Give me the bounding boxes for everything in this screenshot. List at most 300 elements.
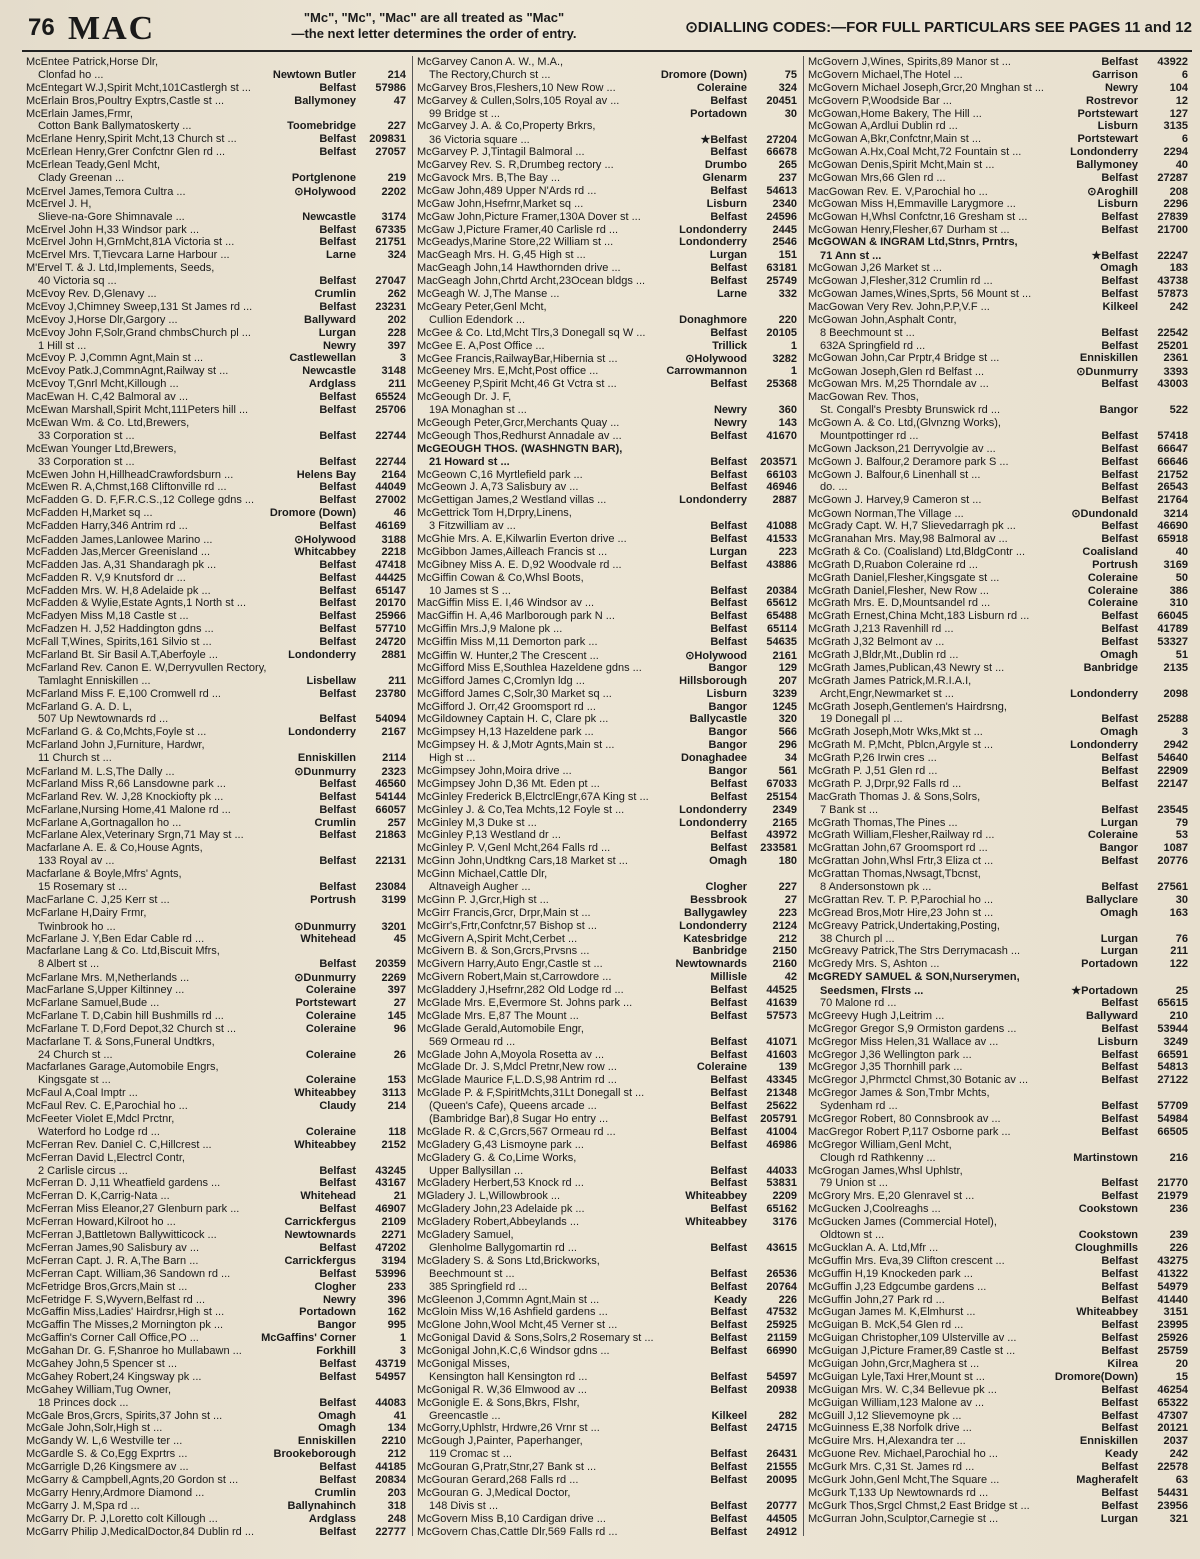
entry-text: McFerran David L,Electrcl Contr,	[26, 1151, 185, 1164]
entry-phone-number: 3135	[1163, 120, 1188, 133]
entry-phone-number: 50	[1175, 571, 1188, 584]
entry-phone-number: 66057	[375, 803, 406, 816]
entry-phone-number: 57709	[1157, 1100, 1188, 1113]
entry-text: McGonigal David & Sons,Solrs,2 Rosemary st ...	[417, 1332, 654, 1345]
directory-entry	[417, 236, 797, 249]
entry-town: Bangor	[1099, 842, 1138, 855]
entry-text: McGowan Miss H,Emmaville Larygmore ...	[808, 197, 1016, 210]
entry-town: Lurgan	[709, 545, 747, 558]
entry-town: Belfast	[710, 1267, 747, 1280]
entry-town: Belfast	[1101, 636, 1138, 649]
entry-text: McGifford Miss E,Southlea Hazeldene gdns ...	[417, 661, 642, 674]
entry-text: McGown Jackson,21 Derryvolgie av ...	[808, 442, 996, 455]
entry-phone-number: 27839	[1157, 210, 1188, 223]
directory-entry	[26, 340, 406, 353]
entry-text: McGuffin John,27 Park rd ...	[808, 1293, 945, 1306]
entry-town: Newcastle	[302, 365, 356, 378]
entry-phone-number: 236	[1169, 1203, 1188, 1216]
entry-text: McGrattan John,Whsl Frtr,3 Eliza ct ...	[808, 855, 994, 868]
entry-text: McGarry & Campbell,Agnts,20 Gordon st ...	[26, 1473, 239, 1486]
entry-town: Lisbellaw	[306, 674, 356, 687]
entry-town: Belfast	[1101, 378, 1138, 391]
directory-entry	[808, 133, 1188, 146]
entry-town: Cookstown	[1078, 1203, 1138, 1216]
entry-text: McGarry Philip J,MedicalDoctor,84 Dublin rd ...	[26, 1525, 255, 1536]
entry-text: McGarvey & Cullen,Solrs,105 Royal av ...	[417, 94, 620, 107]
entry-town: Banbridge	[692, 945, 747, 958]
directory-entry	[26, 1371, 406, 1384]
directory-entry	[808, 958, 1188, 971]
entry-phone-number: 20095	[766, 1473, 797, 1486]
directory-entry	[808, 1474, 1188, 1487]
entry-phone-number: 65918	[1157, 532, 1188, 545]
entry-town: Belfast	[1101, 532, 1138, 545]
entry-phone-number: 23995	[1157, 1319, 1188, 1332]
entry-town: Londonderry	[1070, 146, 1138, 159]
entry-phone-number: 23545	[1157, 803, 1188, 816]
directory-entry	[26, 520, 406, 533]
entry-town: Belfast	[319, 481, 356, 494]
entry-town: Lurgan	[1100, 932, 1138, 945]
entry-town: Belfast	[319, 881, 356, 893]
entry-town: ⊙Dundonald	[1071, 508, 1138, 521]
entry-text: McGifford James C,Cromlyn ldg ...	[417, 674, 585, 687]
directory-entry	[808, 1152, 1188, 1165]
directory-entry	[26, 1474, 406, 1487]
entry-town: Ballyward	[304, 313, 356, 326]
entry-phone-number: 2152	[381, 1138, 406, 1151]
entry-town: Bangor	[708, 661, 747, 674]
entry-text: McFadden H,Market sq ...	[26, 507, 153, 520]
entry-text: McGranahan Mrs. May,98 Balmoral av ...	[808, 532, 1008, 545]
entry-phone-number: 129	[778, 661, 797, 674]
entry-phone-number: 54431	[1157, 1486, 1188, 1499]
entry-phone-number: 40	[1175, 159, 1188, 172]
directory-entry	[808, 365, 1188, 378]
directory-entry	[26, 713, 406, 726]
entry-phone-number: 43003	[1157, 378, 1188, 391]
entry-phone-number: 3	[1181, 726, 1188, 739]
entry-text: McEwan Marshall,Spirit Mcht,111Peters hill ...	[26, 404, 249, 417]
entry-text: McGeadys,Marine Store,22 William st ...	[417, 236, 614, 249]
entry-phone-number: 219	[387, 172, 406, 185]
entry-text: McFarlane,Nursing Home,41 Malone rd ...	[26, 803, 231, 816]
entry-text: 133 Royal av ...	[38, 855, 115, 868]
entry-phone-number: 44083	[375, 1396, 406, 1409]
entry-phone-number: 43922	[1157, 56, 1188, 68]
entry-text: McFarland M. L.S,The Dally ...	[26, 765, 175, 778]
entry-phone-number: 66045	[1157, 610, 1188, 623]
directory-entry	[808, 275, 1188, 288]
directory-entry	[417, 1281, 797, 1294]
entry-text: 99 Bridge st ...	[429, 107, 500, 120]
entry-town: Coleraine	[1087, 597, 1138, 610]
entry-text: McErvel John H,33 Windsor park ...	[26, 223, 200, 236]
entry-town: Belfast	[710, 1280, 747, 1293]
directory-entry	[417, 585, 797, 598]
directory-entry	[808, 1345, 1188, 1358]
directory-entry	[808, 224, 1188, 237]
entry-text: McGrory Mrs. E,20 Glenravel st ...	[808, 1190, 975, 1203]
entry-town: Whiteabbey	[685, 1216, 747, 1229]
entry-town: Belfast	[319, 1164, 356, 1177]
entry-text: McGrath J,32 Belmont av ...	[808, 636, 945, 649]
entry-phone-number: 257	[387, 816, 406, 829]
directory-entry	[417, 391, 797, 404]
entry-text: McGarvey Rev. S. R,Drumbeg rectory ...	[417, 159, 614, 172]
directory-entry	[808, 1448, 1188, 1461]
directory-entry	[417, 842, 797, 855]
entry-text: McGowan Henry,Flesher,67 Durham st ...	[808, 223, 1010, 236]
entry-phone-number: 44525	[766, 984, 797, 997]
entry-text: McGardle S. & Co,Egg Exprtrs ...	[26, 1448, 188, 1461]
directory-entry	[417, 958, 797, 971]
entry-phone-number: 233	[387, 1280, 406, 1293]
entry-phone-number: 25201	[1157, 339, 1188, 352]
entry-town: Belfast	[710, 1448, 747, 1461]
directory-entry	[417, 649, 797, 662]
entry-phone-number: 66990	[766, 1345, 797, 1358]
entry-text: McGlade Gerald,Automobile Engr,	[417, 1022, 584, 1035]
directory-entry	[808, 842, 1188, 855]
entry-text: MacEwan H. C,42 Balmoral av ...	[26, 391, 189, 404]
entry-phone-number: 27047	[375, 275, 406, 288]
entry-phone-number: 54635	[766, 636, 797, 649]
entry-town: Belfast	[319, 623, 356, 636]
entry-phone-number: 202	[387, 313, 406, 326]
entry-phone-number: 41088	[766, 520, 797, 533]
entry-town: Newtownards	[675, 958, 747, 971]
entry-text: 3 Fitzwilliam av ...	[429, 520, 516, 533]
entry-phone-number: 2361	[1163, 352, 1188, 365]
directory-entry	[26, 726, 406, 739]
entry-phone-number: 46	[393, 507, 406, 520]
entry-text: McFarland Rev. W. J,28 Knockiofty pk ...	[26, 790, 224, 803]
entry-phone-number: 75	[784, 68, 797, 81]
entry-phone-number: 65524	[375, 391, 406, 404]
entry-town: Omagh	[1100, 726, 1138, 739]
entry-town: Belfast	[710, 1332, 747, 1345]
entry-text: McGouran G. J,Medical Doctor,	[417, 1486, 571, 1499]
entry-text: McGuill J,12 Slievemoyne pk ...	[808, 1409, 962, 1422]
entry-text: McFerran Capt. William,36 Sandown rd ...	[26, 1267, 231, 1280]
entry-text: McGregor J,36 Wellington park ...	[808, 1048, 972, 1061]
entry-text: McGinley P,13 Westland dr ...	[417, 829, 561, 842]
entry-phone-number: 27122	[1157, 1074, 1188, 1087]
entry-town: Belfast	[710, 984, 747, 997]
entry-town: Whitehead	[300, 1190, 356, 1203]
entry-text: Beechmount st ...	[429, 1267, 515, 1280]
directory-entry	[808, 211, 1188, 224]
directory-entry	[26, 1165, 406, 1178]
entry-phone-number: 3176	[772, 1216, 797, 1229]
entry-town: Belfast	[710, 275, 747, 288]
directory-entry	[26, 1281, 406, 1294]
directory-entry	[26, 82, 406, 95]
directory-column-2	[413, 56, 804, 1536]
entry-town: Londonderry	[679, 803, 747, 816]
entry-phone-number: 27002	[375, 494, 406, 507]
entry-text: McGrattan Thomas,Nwsagt,Tbcnst,	[808, 868, 981, 881]
entry-town: Garrison	[1092, 68, 1138, 81]
entry-phone-number: 21764	[1157, 494, 1188, 507]
directory-entry	[417, 1332, 797, 1345]
ordering-note-line1: "Mc", "Mc", "Mac" are all treated as "Mac"	[303, 10, 565, 25]
entry-text: McEwan Younger Ltd,Brewers,	[26, 442, 177, 455]
entry-phone-number: 2218	[381, 545, 406, 558]
entry-text: McGurk Thos,Srgcl Chmst,2 East Bridge st ...	[808, 1499, 1030, 1512]
entry-text: McGaffin's Corner Call Office,PO ...	[26, 1332, 199, 1345]
entry-town: Omagh	[1100, 906, 1138, 919]
directory-entry	[417, 262, 797, 275]
entry-town: Belfast	[319, 391, 356, 404]
directory-entry	[808, 881, 1188, 894]
entry-phone-number: 386	[1169, 584, 1188, 597]
directory-entry	[808, 443, 1188, 456]
directory-entry	[808, 108, 1188, 121]
entry-town: Crumlin	[314, 816, 356, 829]
entry-phone-number: 20764	[766, 1280, 797, 1293]
entry-text: 507 Up Newtownards rd ...	[38, 713, 169, 726]
entry-phone-number: 205791	[760, 1113, 797, 1126]
entry-phone-number: 21751	[375, 236, 406, 249]
entry-phone-number: 41071	[766, 1035, 797, 1048]
directory-entry	[808, 662, 1188, 675]
entry-text: The Rectory,Church st ...	[429, 68, 551, 81]
entry-phone-number: 20451	[766, 94, 797, 107]
directory-entry	[808, 262, 1188, 275]
entry-phone-number: 3148	[381, 365, 406, 378]
entry-phone-number: 41603	[766, 1048, 797, 1061]
entry-town: Newry	[713, 416, 747, 429]
entry-text: McGaffin The Misses,2 Mornington pk ...	[26, 1319, 224, 1332]
entry-text: McGurk Mrs. C,31 St. James rd ...	[808, 1461, 975, 1474]
entry-text: McFerran Capt. J. R. A,The Barn ...	[26, 1254, 199, 1267]
entry-text: 33 Corporation st ...	[38, 455, 135, 468]
entry-phone-number: 46907	[375, 1203, 406, 1216]
directory-entry	[417, 945, 797, 958]
entry-town: Drumbo	[704, 159, 747, 172]
entry-phone-number: 228	[387, 326, 406, 339]
entry-phone-number: 23231	[375, 300, 406, 313]
entry-text: McGifford J. Orr,42 Groomsport rd ...	[417, 700, 596, 713]
entry-phone-number: 54813	[1157, 1061, 1188, 1074]
entry-phone-number: 44505	[766, 1512, 797, 1525]
directory-entry	[808, 804, 1188, 817]
entry-text: McGarvey P. J,Tintagil Balmoral ...	[417, 146, 585, 159]
entry-text: McGladery G,43 Lismoyne park ...	[417, 1138, 584, 1151]
entry-text: McGorry,Uphlstr, Hrdwre,26 Vrnr st ...	[417, 1422, 600, 1435]
entry-text: McGREDY SAMUEL & SON,Nurserymen,	[808, 971, 1020, 984]
directory-entry	[417, 623, 797, 636]
entry-text: 70 Malone rd ...	[820, 997, 897, 1010]
entry-town: Belfast	[710, 777, 747, 790]
entry-text: 19 Donegall pl ...	[820, 713, 903, 726]
directory-entry	[417, 1474, 797, 1487]
entry-text: McGeown J. A,73 Salisbury av ...	[417, 481, 579, 494]
entry-text: McGivern B. & Son,Grcrs,Prvsns ...	[417, 945, 590, 958]
entry-town: ⊙Aroghill	[1087, 185, 1138, 198]
entry-text: McGahey William,Tug Owner,	[26, 1383, 172, 1396]
entry-town: Belfast	[710, 1125, 747, 1138]
directory-entry	[26, 301, 406, 314]
directory-entry	[26, 752, 406, 765]
entry-phone-number: 67335	[375, 223, 406, 236]
entry-town: Belfast	[710, 1138, 747, 1151]
entry-text: McGrattan Rev. T. P. P,Parochial ho ...	[808, 893, 994, 906]
directory-entry	[417, 120, 797, 133]
entry-text: Sydenham rd ...	[820, 1100, 898, 1113]
directory-entry	[26, 559, 406, 572]
entry-text: McGarry Henry,Ardmore Diamond ...	[26, 1486, 205, 1499]
entry-text: MacGowan Rev. Thos,	[808, 391, 919, 404]
entry-town: Belfast	[319, 404, 356, 417]
entry-town: Belfast	[319, 1357, 356, 1370]
directory-entry	[808, 739, 1188, 752]
entry-text: McGrath Daniel,Flesher, New Row ...	[808, 584, 989, 597]
entry-phone-number: 397	[387, 339, 406, 352]
entry-text: McFadden James,Lanlowee Marino ...	[26, 533, 213, 546]
entry-phone-number: 41789	[1157, 623, 1188, 636]
entry-phone-number: 3214	[1163, 508, 1188, 521]
directory-entry	[26, 224, 406, 237]
entry-text: McGowan A.Hx,Coal Mcht,72 Fountain st ...	[808, 146, 1022, 159]
directory-entry	[808, 1087, 1188, 1100]
entry-phone-number: 321	[1169, 1512, 1188, 1525]
entry-town: Bangor	[1099, 404, 1138, 417]
directory-entry	[26, 1139, 406, 1152]
entry-text: 21 Howard st ...	[429, 455, 510, 468]
directory-entry	[26, 1345, 406, 1358]
directory-entry	[26, 507, 406, 520]
directory-entry	[417, 1255, 797, 1268]
entry-phone-number: 65162	[766, 1203, 797, 1216]
directory-entry	[808, 752, 1188, 765]
entry-town: Larne	[326, 249, 356, 262]
directory-entry	[417, 249, 797, 262]
entry-text: McEvoy John F,Solr,Grand chmbsChurch pl ...	[26, 326, 251, 339]
entry-town: Hillsborough	[679, 674, 747, 687]
entry-town: Newry	[322, 1293, 356, 1306]
entry-text: McGirr's,Frtr,Confctnr,57 Bishop st ...	[417, 919, 597, 932]
entry-town: Coleraine	[696, 1061, 747, 1074]
entry-town: Belfast	[710, 558, 747, 571]
entry-text: MacFarlane S,Upper Kiltinney ...	[26, 984, 185, 997]
entry-town: Belfast	[1101, 1345, 1138, 1358]
directory-entry	[808, 146, 1188, 159]
entry-text: McFarlane A,Gortnagallon ho ...	[26, 816, 182, 829]
entry-text: McGarry J. M,Spa rd ...	[26, 1499, 140, 1512]
directory-entry	[808, 1023, 1188, 1036]
entry-phone-number: 54094	[375, 713, 406, 726]
entry-text: Macfarlane Lang & Co. Ltd,Biscuit Mfrs,	[26, 945, 220, 958]
directory-entry	[417, 752, 797, 765]
entry-text: McGregor J,Phrmctcl Chmst,30 Botanic av ...	[808, 1074, 1029, 1087]
entry-phone-number: 104	[1169, 81, 1188, 94]
directory-entry	[26, 159, 406, 172]
entry-phone-number: 21	[393, 1190, 406, 1203]
directory-entry	[26, 198, 406, 211]
directory-entry	[417, 1526, 797, 1536]
directory-entry	[808, 404, 1188, 417]
entry-town: Belfast	[710, 1422, 747, 1435]
entry-town: Belfast	[710, 1345, 747, 1358]
directory-entry	[26, 1126, 406, 1139]
directory-entry	[26, 533, 406, 546]
entry-text: McGown Norman,The Village ...	[808, 508, 964, 521]
directory-entry	[808, 1332, 1188, 1345]
entry-town: Katesbridge	[683, 932, 747, 945]
directory-entry	[808, 1190, 1188, 1203]
entry-town: Belfast	[1101, 1254, 1138, 1267]
entry-phone-number: 57573	[766, 1009, 797, 1022]
directory-entry	[808, 533, 1188, 546]
entry-town: Carrickfergus	[284, 1254, 356, 1267]
entry-town: Belfast	[319, 1370, 356, 1383]
entry-town: Belfast	[1101, 610, 1138, 623]
entry-text: Archt,Engr,Newmarket st ...	[820, 687, 954, 700]
entry-text: McGreavy Patrick,The Strs Derrymacash ...	[808, 945, 1021, 958]
entry-phone-number: 51	[1175, 648, 1188, 661]
directory-entry	[26, 1332, 406, 1345]
entry-town: McGaffins' Corner	[261, 1332, 356, 1345]
entry-phone-number: 20938	[766, 1383, 797, 1396]
entry-town: Belfast	[1101, 1280, 1138, 1293]
entry-phone-number: 237	[778, 172, 797, 185]
entry-phone-number: 54640	[1157, 752, 1188, 765]
entry-town: Belfast	[710, 1048, 747, 1061]
directory-entry	[417, 1152, 797, 1165]
directory-entry	[417, 881, 797, 894]
entry-text: McEvoy Rev. D,Glenavy ...	[26, 288, 157, 301]
directory-entry	[417, 1203, 797, 1216]
entry-town: Omagh	[318, 1422, 356, 1435]
entry-text: MacGiffin Miss E. I,46 Windsor av ...	[417, 597, 595, 610]
entry-text: McGregor Miss Helen,31 Wallace av ...	[808, 1035, 999, 1048]
directory-entry	[808, 765, 1188, 778]
directory-entry	[417, 1384, 797, 1397]
entry-text: McGahey Robert,24 Kingsway pk ...	[26, 1370, 202, 1383]
directory-entry	[808, 391, 1188, 404]
directory-entry	[417, 817, 797, 830]
entry-text: McGettigan James,2 Westland villas ...	[417, 494, 607, 507]
entry-town: Coleraine	[305, 1022, 356, 1035]
directory-entry	[808, 894, 1188, 907]
entry-town: Omagh	[1100, 262, 1138, 275]
directory-entry	[808, 481, 1188, 494]
entry-town: Belfast	[319, 133, 356, 146]
entry-town: Londonderry	[679, 494, 747, 507]
entry-text: Upper Ballysillan ...	[429, 1164, 524, 1177]
entry-town: Belfast	[1101, 752, 1138, 765]
entry-text: 8 Albert st ...	[38, 958, 100, 971]
directory-column-3	[804, 56, 1194, 1536]
entry-text: McGowan J,26 Market st ...	[808, 262, 942, 275]
directory-entry	[417, 1087, 797, 1100]
entry-phone-number: 23084	[375, 881, 406, 893]
entry-town: Belfast	[1101, 1422, 1138, 1435]
entry-town: Toomebridge	[287, 120, 356, 133]
directory-entry	[808, 1422, 1188, 1435]
entry-town: Donaghmore	[679, 313, 747, 326]
entry-phone-number: 2210	[381, 1435, 406, 1448]
entry-text: Macfarlane A. E. & Co,House Agnts,	[26, 842, 203, 855]
directory-entry	[417, 469, 797, 482]
directory-entry	[808, 1061, 1188, 1074]
entry-town: Belfast	[1101, 1319, 1138, 1332]
entry-town: Belfast	[710, 1203, 747, 1216]
entry-town: Lurgan	[1100, 816, 1138, 829]
